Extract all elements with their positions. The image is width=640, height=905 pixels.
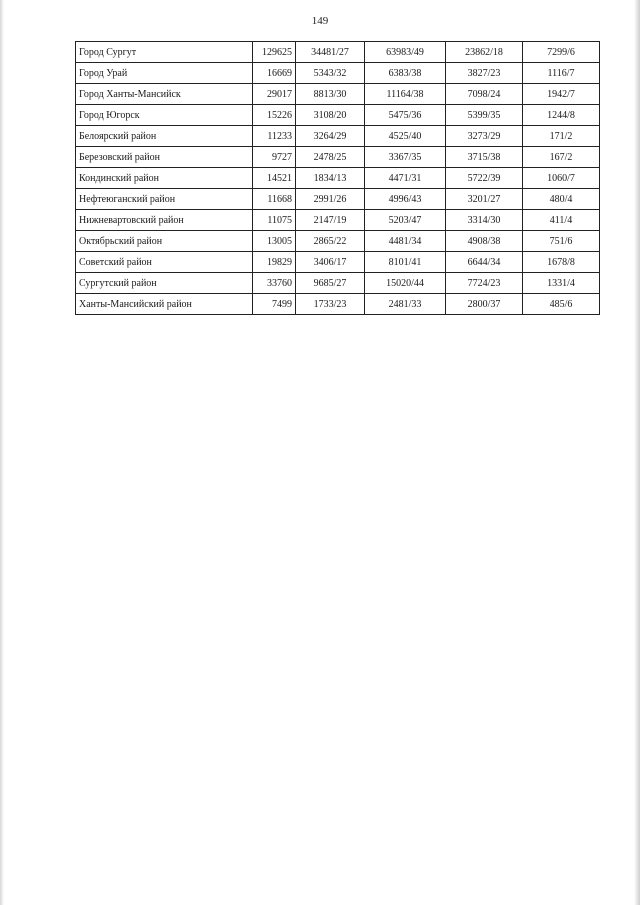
table-row: [76, 294, 600, 315]
district-name-cell: Ханты-Мансийский район: [76, 294, 253, 315]
value-cell-1: 3406/17: [296, 252, 365, 273]
value-cell-2: 6383/38: [365, 63, 446, 84]
district-name-cell: Октябрьский район: [76, 231, 253, 252]
value-cell-4: 1942/7: [523, 84, 600, 105]
district-name-cell: Кондинский район: [76, 168, 253, 189]
value-cell-3: 5722/39: [446, 168, 523, 189]
table-row: [76, 147, 600, 168]
value-cell-3: 3314/30: [446, 210, 523, 231]
value-cell-4: 485/6: [523, 294, 600, 315]
total-cell: 13005: [253, 231, 296, 252]
value-cell-3: 5399/35: [446, 105, 523, 126]
value-cell-1: 3264/29: [296, 126, 365, 147]
value-cell-1: 2478/25: [296, 147, 365, 168]
value-cell-3: 7724/23: [446, 273, 523, 294]
district-name-cell: Город Ханты-Мансийск: [76, 84, 253, 105]
table-row: [76, 210, 600, 231]
district-name-cell: Нефтеюганский район: [76, 189, 253, 210]
value-cell-3: 3273/29: [446, 126, 523, 147]
value-cell-3: 3827/23: [446, 63, 523, 84]
value-cell-4: 1060/7: [523, 168, 600, 189]
value-cell-4: 7299/6: [523, 42, 600, 63]
total-cell: 11233: [253, 126, 296, 147]
table-row: [76, 63, 600, 84]
value-cell-1: 8813/30: [296, 84, 365, 105]
scan-edge-right: [634, 0, 640, 905]
value-cell-4: 751/6: [523, 231, 600, 252]
value-cell-2: 5203/47: [365, 210, 446, 231]
table-row: [76, 126, 600, 147]
value-cell-3: 3201/27: [446, 189, 523, 210]
value-cell-1: 34481/27: [296, 42, 365, 63]
table-row: [76, 42, 600, 63]
district-name-cell: Белоярский район: [76, 126, 253, 147]
value-cell-2: 3367/35: [365, 147, 446, 168]
value-cell-4: 1116/7: [523, 63, 600, 84]
value-cell-4: 480/4: [523, 189, 600, 210]
value-cell-2: 4996/43: [365, 189, 446, 210]
value-cell-3: 6644/34: [446, 252, 523, 273]
total-cell: 16669: [253, 63, 296, 84]
table-row: [76, 231, 600, 252]
value-cell-1: 3108/20: [296, 105, 365, 126]
table-row: [76, 273, 600, 294]
value-cell-4: 411/4: [523, 210, 600, 231]
district-name-cell: Нижневартовский район: [76, 210, 253, 231]
district-name-cell: Город Сургут: [76, 42, 253, 63]
total-cell: 9727: [253, 147, 296, 168]
value-cell-4: 167/2: [523, 147, 600, 168]
value-cell-2: 11164/38: [365, 84, 446, 105]
value-cell-2: 2481/33: [365, 294, 446, 315]
page-number: 149: [311, 15, 329, 27]
value-cell-3: 4908/38: [446, 231, 523, 252]
district-name-cell: Березовский район: [76, 147, 253, 168]
value-cell-4: 1244/8: [523, 105, 600, 126]
table-body: [76, 42, 600, 315]
total-cell: 29017: [253, 84, 296, 105]
value-cell-1: 2991/26: [296, 189, 365, 210]
value-cell-2: 15020/44: [365, 273, 446, 294]
value-cell-1: 2147/19: [296, 210, 365, 231]
value-cell-1: 5343/32: [296, 63, 365, 84]
value-cell-1: 1834/13: [296, 168, 365, 189]
district-name-cell: Город Урай: [76, 63, 253, 84]
total-cell: 129625: [253, 42, 296, 63]
district-name-cell: Сургутский район: [76, 273, 253, 294]
value-cell-2: 8101/41: [365, 252, 446, 273]
total-cell: 15226: [253, 105, 296, 126]
total-cell: 11668: [253, 189, 296, 210]
value-cell-1: 9685/27: [296, 273, 365, 294]
value-cell-3: 3715/38: [446, 147, 523, 168]
value-cell-4: 171/2: [523, 126, 600, 147]
district-name-cell: Советский район: [76, 252, 253, 273]
district-name-cell: Город Югорск: [76, 105, 253, 126]
scan-edge-left: [0, 0, 4, 905]
value-cell-2: 4481/34: [365, 231, 446, 252]
table-row: [76, 84, 600, 105]
table-row: [76, 168, 600, 189]
table-row: [76, 189, 600, 210]
value-cell-1: 2865/22: [296, 231, 365, 252]
value-cell-4: 1678/8: [523, 252, 600, 273]
total-cell: 19829: [253, 252, 296, 273]
value-cell-4: 1331/4: [523, 273, 600, 294]
table-row: [76, 105, 600, 126]
value-cell-3: 2800/37: [446, 294, 523, 315]
value-cell-1: 1733/23: [296, 294, 365, 315]
value-cell-2: 5475/36: [365, 105, 446, 126]
table-row: [76, 252, 600, 273]
value-cell-2: 4471/31: [365, 168, 446, 189]
total-cell: 14521: [253, 168, 296, 189]
value-cell-3: 23862/18: [446, 42, 523, 63]
value-cell-2: 4525/40: [365, 126, 446, 147]
value-cell-3: 7098/24: [446, 84, 523, 105]
total-cell: 7499: [253, 294, 296, 315]
total-cell: 33760: [253, 273, 296, 294]
district-statistics-table: [75, 41, 600, 315]
value-cell-2: 63983/49: [365, 42, 446, 63]
total-cell: 11075: [253, 210, 296, 231]
